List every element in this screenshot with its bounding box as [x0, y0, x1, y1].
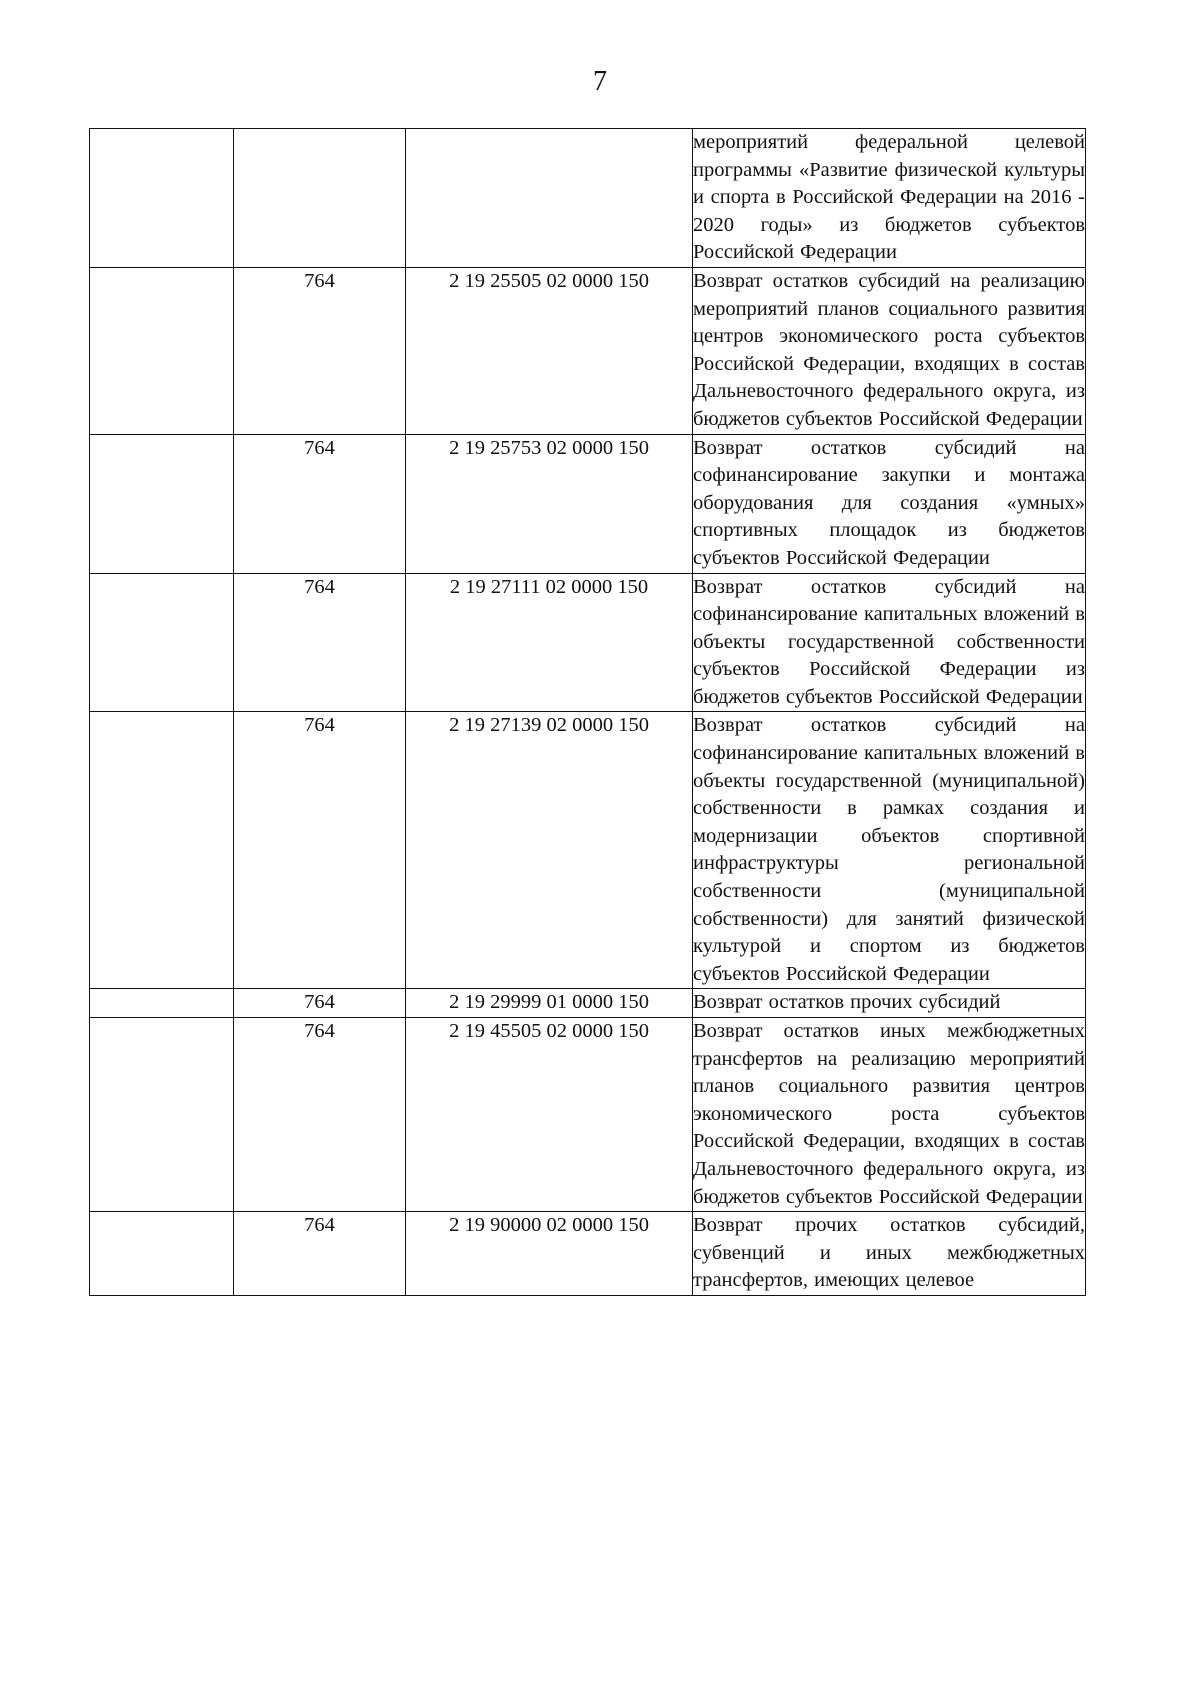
- empty-cell: [90, 712, 234, 989]
- budget-codes-table: [89, 128, 1086, 1296]
- table-row: [90, 1018, 1086, 1212]
- table-row: [90, 1212, 1086, 1296]
- table-row: [90, 434, 1086, 573]
- admin-code-cell: 764: [234, 989, 406, 1018]
- empty-cell: [90, 129, 234, 268]
- budget-code-cell: 2 19 45505 02 0000 150: [406, 1018, 693, 1212]
- admin-code-cell: 764: [234, 434, 406, 573]
- empty-cell: [90, 989, 234, 1018]
- budget-code-cell: 2 19 25505 02 0000 150: [406, 267, 693, 434]
- budget-code-cell: 2 19 25753 02 0000 150: [406, 434, 693, 573]
- admin-code-cell: 764: [234, 1212, 406, 1296]
- table-row: [90, 573, 1086, 712]
- description-cell: Возврат остатков субсидий на софинансирование закупки и монтажа оборудования для создания «умных» спортивных площадок из бюджетов субъектов Российской Федерации: [693, 434, 1086, 573]
- admin-code-cell: 764: [234, 267, 406, 434]
- empty-cell: [90, 267, 234, 434]
- admin-code-cell: [234, 129, 406, 268]
- empty-cell: [90, 1212, 234, 1296]
- empty-cell: [90, 1018, 234, 1212]
- description-cell: Возврат остатков иных межбюджетных трансфертов на реализацию мероприятий планов социального развития центров экономического роста субъектов Российской Федерации, входящих в состав Дальневосточного федерального округа, из бюджетов субъектов Российской Федерации: [693, 1018, 1086, 1212]
- description-cell: мероприятий федеральной целевой программы «Развитие физической культуры и спорта в Российской Федерации на 2016 - 2020 годы» из бюджетов субъектов Российской Федерации: [693, 129, 1086, 268]
- description-cell: Возврат прочих остатков субсидий, субвенций и иных межбюджетных трансфертов, имеющих целевое: [693, 1212, 1086, 1296]
- admin-code-cell: 764: [234, 573, 406, 712]
- description-cell: Возврат остатков прочих субсидий: [693, 989, 1086, 1018]
- budget-code-cell: 2 19 27111 02 0000 150: [406, 573, 693, 712]
- budget-code-cell: 2 19 27139 02 0000 150: [406, 712, 693, 989]
- table-row: [90, 989, 1086, 1018]
- admin-code-cell: 764: [234, 712, 406, 989]
- empty-cell: [90, 573, 234, 712]
- budget-code-cell: 2 19 90000 02 0000 150: [406, 1212, 693, 1296]
- budget-code-cell: [406, 129, 693, 268]
- empty-cell: [90, 434, 234, 573]
- admin-code-cell: 764: [234, 1018, 406, 1212]
- description-cell: Возврат остатков субсидий на реализацию мероприятий планов социального развития центров экономического роста субъектов Российской Федерации, входящих в состав Дальневосточного федерального округа, из бюджетов субъектов Российской Федерации: [693, 267, 1086, 434]
- table-row: [90, 712, 1086, 989]
- table-row: [90, 267, 1086, 434]
- budget-code-cell: 2 19 29999 01 0000 150: [406, 989, 693, 1018]
- page-number: 7: [593, 66, 607, 97]
- description-cell: Возврат остатков субсидий на софинансирование капитальных вложений в объекты государственной (муниципальной) собственности в рамках создания и модернизации объектов спортивной инфраструктуры региональной собственности (муниципальной собственности) для занятий физической культурой и спортом из бюджетов субъектов Российской Федерации: [693, 712, 1086, 989]
- description-cell: Возврат остатков субсидий на софинансирование капитальных вложений в объекты государственной собственности субъектов Российской Федерации из бюджетов субъектов Российской Федерации: [693, 573, 1086, 712]
- table-row: [90, 129, 1086, 268]
